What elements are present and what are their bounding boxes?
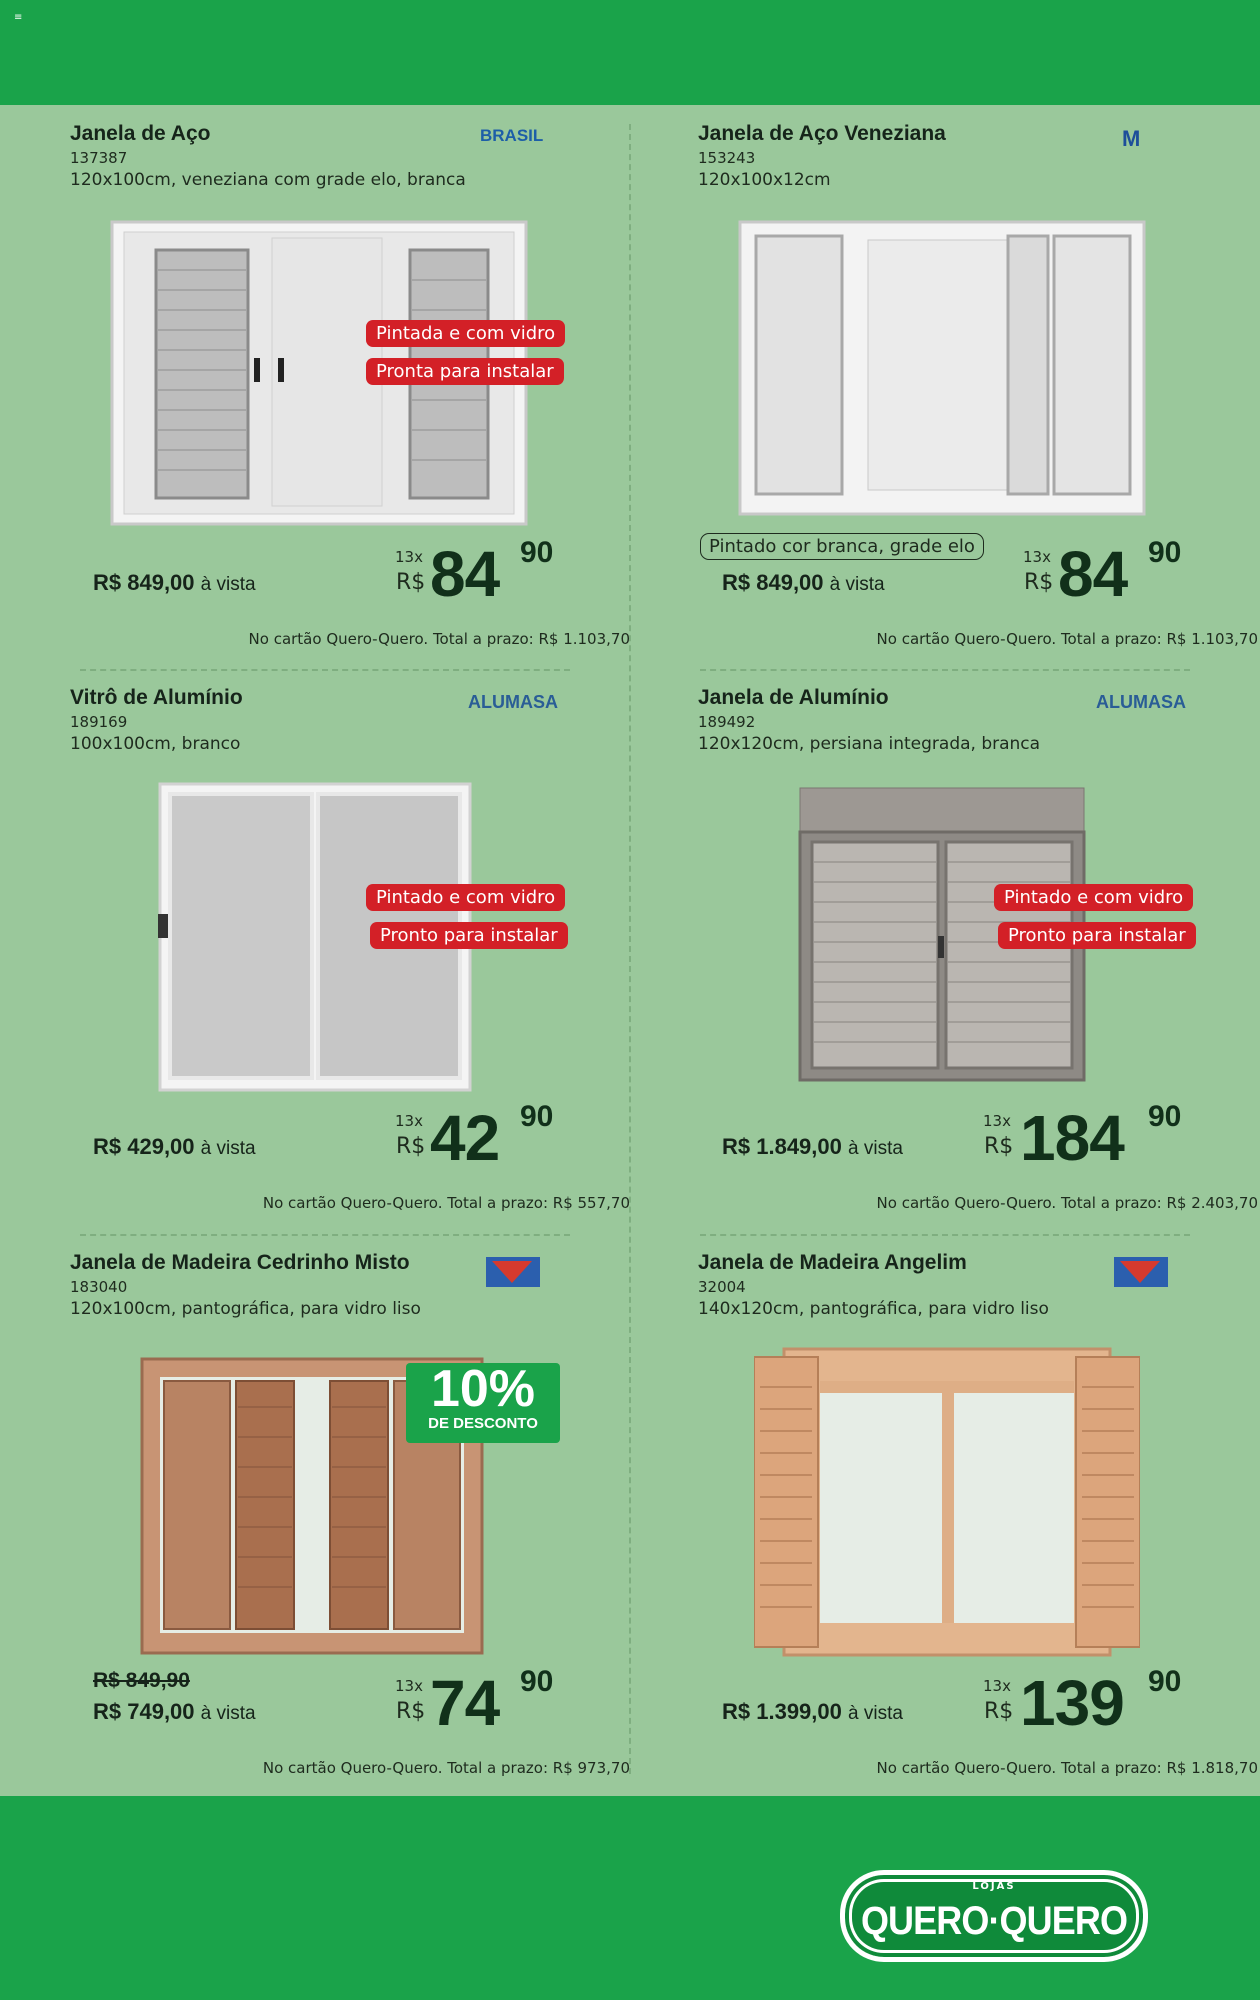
installment-integer: 184	[1020, 1102, 1124, 1174]
product-card[interactable]	[70, 122, 630, 682]
product-card[interactable]	[698, 1251, 1258, 1811]
product-code: 153243	[698, 149, 756, 167]
installment-count: 13x	[395, 1677, 423, 1695]
cash-price	[93, 570, 256, 596]
installment-integer: 74	[430, 1667, 500, 1739]
feature-tag: Pintado e com vidro	[366, 884, 565, 911]
product-description: 120x120cm, persiana integrada, branca	[698, 734, 1041, 754]
cash-price	[722, 1699, 903, 1725]
logo-small-text: LOJAS	[972, 1881, 1016, 1892]
cash-price	[722, 570, 885, 596]
feature-tag: Pintada e com vidro	[366, 320, 565, 347]
wood-shutter-window-image	[754, 1347, 1140, 1657]
logo-brand-text: QUERO·QUERO	[860, 1899, 1128, 1943]
feature-tag: Pronta para instalar	[366, 358, 564, 385]
cash-label: à vista	[848, 1138, 903, 1159]
cash-price	[722, 1134, 903, 1160]
cash-price-value: R$ 1.849,00	[722, 1134, 842, 1159]
cash-price-value: R$ 749,00	[93, 1699, 195, 1724]
installment-count: 13x	[1023, 548, 1051, 566]
product-code: 137387	[70, 149, 128, 167]
old-price: R$ 849,90	[93, 1669, 190, 1692]
cash-label: à vista	[200, 574, 256, 595]
cash-price	[93, 1699, 256, 1725]
product-title: Janela de Aço Veneziana	[698, 122, 946, 145]
product-code: 32004	[698, 1278, 746, 1296]
installment-currency: R$	[1024, 570, 1054, 595]
installment-currency: R$	[396, 1699, 426, 1724]
credit-terms: No cartão Quero-Quero. Total a prazo: R$ 973,70	[262, 1759, 630, 1777]
product-description: 100x100cm, branco	[70, 734, 241, 754]
credit-terms: No cartão Quero-Quero. Total a prazo: R$ 1.818,70	[876, 1759, 1258, 1777]
installment-decimal: 90	[520, 1100, 554, 1133]
cash-label: à vista	[848, 1703, 903, 1724]
cash-label: à vista	[200, 1703, 256, 1724]
cash-label: à vista	[200, 1138, 256, 1159]
installment-currency: R$	[396, 1134, 426, 1159]
product-code: 189492	[698, 713, 756, 731]
product-card[interactable]	[70, 686, 630, 1246]
installment-currency: R$	[396, 570, 426, 595]
product-description: 120x100cm, veneziana com grade elo, branca	[70, 170, 466, 190]
product-card[interactable]	[70, 1251, 630, 1811]
installment-decimal: 90	[520, 536, 554, 569]
product-code: 183040	[70, 1278, 128, 1296]
cash-price-value: R$ 1.399,00	[722, 1699, 842, 1724]
store-logo[interactable]	[840, 1870, 1148, 1962]
installment-integer: 139	[1020, 1667, 1124, 1739]
cash-price-value: R$ 849,00	[93, 570, 195, 595]
installment-integer: 42	[430, 1102, 500, 1174]
brand-logo: ALUMASA	[468, 692, 558, 712]
feature-tag-outline: Pintado cor branca, grade elo	[700, 533, 984, 560]
product-description: 140x120cm, pantográfica, para vidro liso	[698, 1299, 1049, 1319]
installment-count: 13x	[983, 1677, 1011, 1695]
product-code: 189169	[70, 713, 128, 731]
product-description: 120x100x12cm	[698, 170, 831, 190]
discount-percent: 10%	[430, 1360, 536, 1418]
installment-currency: R$	[984, 1134, 1014, 1159]
product-title: Janela de Madeira Cedrinho Misto	[70, 1251, 410, 1274]
installment-decimal: 90	[1148, 1665, 1182, 1698]
feature-tag: Pronto para instalar	[998, 922, 1196, 949]
installment-integer: 84	[1058, 538, 1128, 610]
credit-terms: No cartão Quero-Quero. Total a prazo: R$ 557,70	[262, 1194, 630, 1212]
installment-currency: R$	[984, 1699, 1014, 1724]
product-title: Janela de Madeira Angelim	[698, 1251, 967, 1274]
feature-tag: Pintado e com vidro	[994, 884, 1193, 911]
credit-terms: No cartão Quero-Quero. Total a prazo: R$ 1.103,70	[876, 630, 1258, 648]
credit-terms: No cartão Quero-Quero. Total a prazo: R$ 2.403,70	[876, 1194, 1258, 1212]
installment-count: 13x	[395, 1112, 423, 1130]
product-title: Janela de Alumínio	[698, 686, 889, 709]
installment-count: 13x	[395, 548, 423, 566]
product-card[interactable]	[698, 122, 1258, 682]
credit-terms: No cartão Quero-Quero. Total a prazo: R$ 1.103,70	[248, 630, 630, 648]
installment-integer: 84	[430, 538, 500, 610]
feature-tag: Pronto para instalar	[370, 922, 568, 949]
brand-logo: BRASIL	[480, 126, 544, 145]
product-title: Vitrô de Alumínio	[70, 686, 243, 709]
discount-badge	[406, 1360, 560, 1443]
header-band	[0, 0, 1260, 105]
product-card[interactable]	[698, 686, 1258, 1246]
installment-decimal: 90	[1148, 1100, 1182, 1133]
cash-price-value: R$ 849,00	[722, 570, 824, 595]
cash-price-value: R$ 429,00	[93, 1134, 195, 1159]
cash-label: à vista	[829, 574, 885, 595]
product-description: 120x100cm, pantográfica, para vidro liso	[70, 1299, 421, 1319]
discount-label: DE DESCONTO	[428, 1415, 538, 1432]
installment-decimal: 90	[1148, 536, 1182, 569]
brand-logo-icon	[1114, 1257, 1168, 1287]
product-title: Janela de Aço	[70, 122, 211, 145]
brand-logo: ALUMASA	[1096, 692, 1186, 712]
cash-price	[93, 1134, 256, 1160]
installment-decimal: 90	[520, 1665, 554, 1698]
steel-shutter-window-image	[738, 220, 1148, 520]
installment-count: 13x	[983, 1112, 1011, 1130]
brand-logo-icon	[486, 1257, 540, 1287]
brand-logo: M	[1122, 126, 1141, 151]
menu-icon[interactable]: ≡	[14, 12, 23, 23]
